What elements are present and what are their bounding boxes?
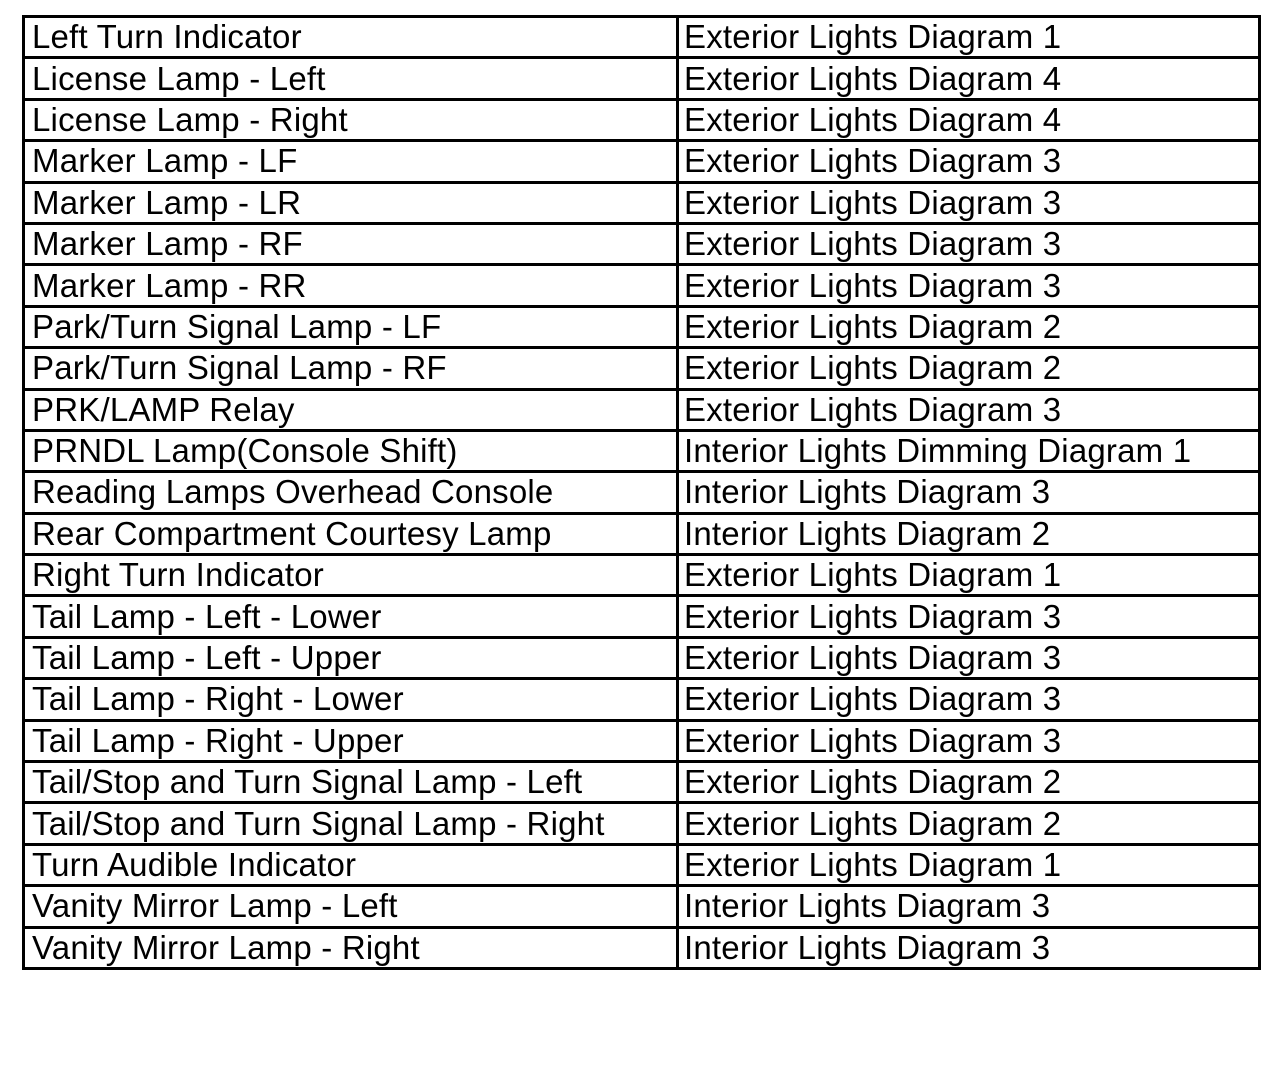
component-table — [22, 15, 1261, 970]
diagram-cell: Exterior Lights Diagram 3 — [678, 679, 1260, 720]
table-row — [24, 472, 1260, 513]
component-cell: Tail Lamp - Right - Lower — [24, 679, 678, 720]
component-cell: Marker Lamp - RR — [24, 265, 678, 306]
diagram-cell: Exterior Lights Diagram 2 — [678, 348, 1260, 389]
table-row — [24, 886, 1260, 927]
component-cell: Right Turn Indicator — [24, 555, 678, 596]
table-row — [24, 720, 1260, 761]
table-row — [24, 265, 1260, 306]
table-body — [24, 17, 1260, 969]
diagram-cell: Exterior Lights Diagram 3 — [678, 720, 1260, 761]
table-row — [24, 141, 1260, 182]
table-row — [24, 844, 1260, 885]
diagram-cell: Exterior Lights Diagram 3 — [678, 182, 1260, 223]
diagram-cell: Exterior Lights Diagram 4 — [678, 58, 1260, 99]
table-row — [24, 348, 1260, 389]
table-row — [24, 99, 1260, 140]
diagram-cell: Exterior Lights Diagram 2 — [678, 762, 1260, 803]
component-cell: Vanity Mirror Lamp - Left — [24, 886, 678, 927]
component-cell: Tail/Stop and Turn Signal Lamp - Right — [24, 803, 678, 844]
component-cell: License Lamp - Right — [24, 99, 678, 140]
table-row — [24, 927, 1260, 968]
component-cell: Tail Lamp - Left - Lower — [24, 596, 678, 637]
component-cell: Tail/Stop and Turn Signal Lamp - Left — [24, 762, 678, 803]
table-row — [24, 17, 1260, 58]
diagram-cell: Interior Lights Diagram 2 — [678, 513, 1260, 554]
table-row — [24, 803, 1260, 844]
table-row — [24, 679, 1260, 720]
component-cell: Rear Compartment Courtesy Lamp — [24, 513, 678, 554]
table-row — [24, 762, 1260, 803]
component-cell: License Lamp - Left — [24, 58, 678, 99]
diagram-cell: Exterior Lights Diagram 3 — [678, 265, 1260, 306]
table-row — [24, 58, 1260, 99]
component-cell: Turn Audible Indicator — [24, 844, 678, 885]
table-row — [24, 389, 1260, 430]
table-row — [24, 513, 1260, 554]
diagram-cell: Exterior Lights Diagram 3 — [678, 637, 1260, 678]
diagram-cell: Exterior Lights Diagram 3 — [678, 389, 1260, 430]
diagram-cell: Exterior Lights Diagram 2 — [678, 306, 1260, 347]
component-cell: Park/Turn Signal Lamp - RF — [24, 348, 678, 389]
component-cell: PRK/LAMP Relay — [24, 389, 678, 430]
diagram-cell: Exterior Lights Diagram 1 — [678, 17, 1260, 58]
component-cell: Marker Lamp - LF — [24, 141, 678, 182]
component-cell: Tail Lamp - Right - Upper — [24, 720, 678, 761]
component-diagram-index — [22, 15, 1258, 970]
diagram-cell: Exterior Lights Diagram 3 — [678, 223, 1260, 264]
component-cell: Tail Lamp - Left - Upper — [24, 637, 678, 678]
diagram-cell: Exterior Lights Diagram 3 — [678, 141, 1260, 182]
component-cell: PRNDL Lamp(Console Shift) — [24, 430, 678, 471]
diagram-cell: Interior Lights Diagram 3 — [678, 927, 1260, 968]
table-row — [24, 637, 1260, 678]
component-cell: Vanity Mirror Lamp - Right — [24, 927, 678, 968]
table-row — [24, 555, 1260, 596]
diagram-cell: Interior Lights Dimming Diagram 1 — [678, 430, 1260, 471]
table-row — [24, 223, 1260, 264]
diagram-cell: Exterior Lights Diagram 1 — [678, 555, 1260, 596]
table-row — [24, 182, 1260, 223]
diagram-cell: Interior Lights Diagram 3 — [678, 886, 1260, 927]
table-row — [24, 430, 1260, 471]
table-row — [24, 306, 1260, 347]
component-cell: Left Turn Indicator — [24, 17, 678, 58]
component-cell: Reading Lamps Overhead Console — [24, 472, 678, 513]
table-row — [24, 596, 1260, 637]
component-cell: Marker Lamp - LR — [24, 182, 678, 223]
diagram-cell: Exterior Lights Diagram 4 — [678, 99, 1260, 140]
diagram-cell: Interior Lights Diagram 3 — [678, 472, 1260, 513]
component-cell: Marker Lamp - RF — [24, 223, 678, 264]
diagram-cell: Exterior Lights Diagram 1 — [678, 844, 1260, 885]
diagram-cell: Exterior Lights Diagram 2 — [678, 803, 1260, 844]
diagram-cell: Exterior Lights Diagram 3 — [678, 596, 1260, 637]
component-cell: Park/Turn Signal Lamp - LF — [24, 306, 678, 347]
